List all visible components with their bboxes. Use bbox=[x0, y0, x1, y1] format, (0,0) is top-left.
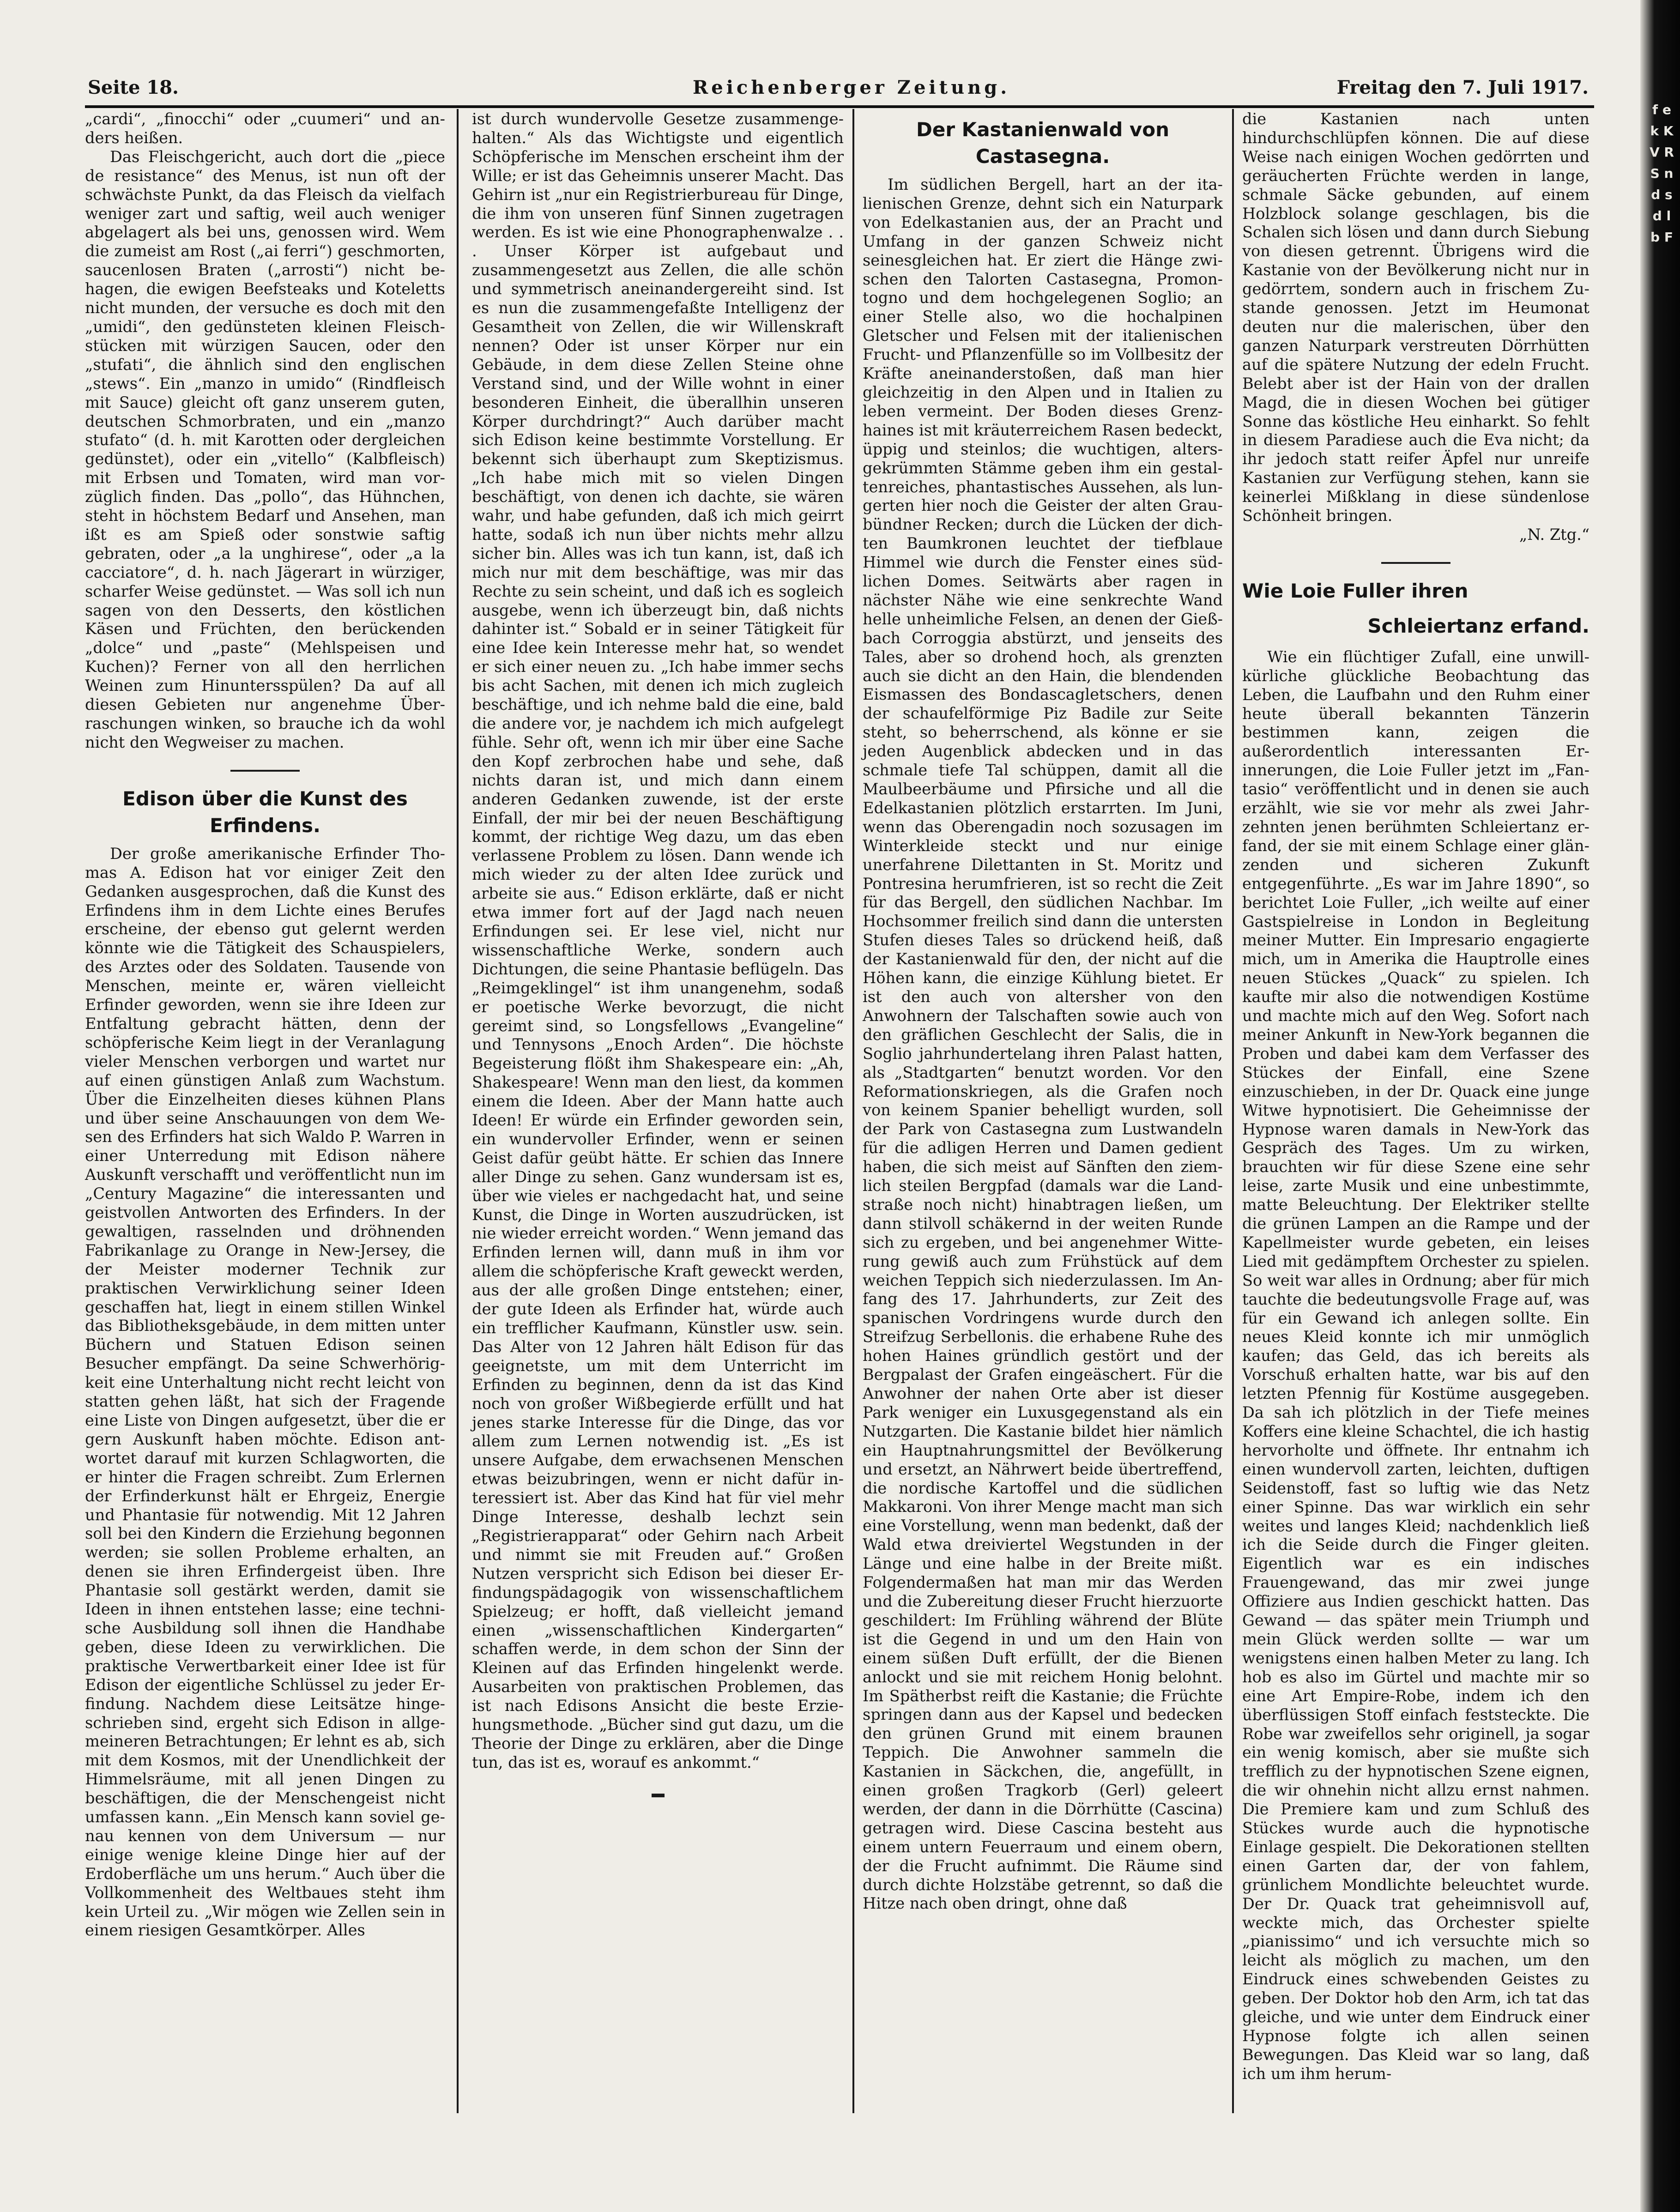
masthead bbox=[88, 77, 1589, 109]
column-3 bbox=[863, 110, 1223, 2068]
column-rule bbox=[852, 109, 854, 2113]
article-paragraph: Im südlichen Bergell, hart an der italienischen Grenze, dehnt sich ein Naturpark von Edelkastanien aus, der an Pracht und Umfang in der ganzen Schweiz nicht seinesgleichen hat. Er ziert die Hänge zwischen den Talorten Castasegna, Promontogno und dem hochgelegenen Soglio; an einer Stelle also, wo die hochalpinen Gletscher und Felsen mit der italienischen Frucht- und Pflanzenfülle so im Vollbesitz der Kräfte aneinanderstoßen, daß man hier gleichzeitig in den Alpen und in Italien zu leben vermeint. Der Boden dieses Grenzhaines ist mit kräuterreichem Rasen bedeckt, üppig und steinlos; die wuchtigen, altersgekrümmten Stämme geben ihm ein gestaltenreiches, phantastisches Aussehen, als lungerten hier noch die Geister der alten Graubündner Recken; durch die Lücken der dichten Baumkronen leuchtet der tiefblaue Himmel wie durch die Fenster eines südlichen Domes. Seitwärts aber ragen in nächster Nähe wie eine senkrechte Wand helle unheimliche Felsen, an denen der Gießbach Corroggia abstürzt, und jenseits des Tales, aber so drohend hoch, als grenzten auch sie dicht an den Hain, die blendenden Eismassen des Bondascagletschers, denen der schaufelförmige Piz Badile zur Seite steht, so beherrschend, als könne er sie jeden Augenblick abdecken und in das schmale tiefe Tal schüppen, damit all die Maulbeerbäume und Pfirsiche und all die Edelkastanien plötzlich erstarrten. Im Juni, wenn das Oberengadin noch sozusagen im Winterkleide steckt und nur einige unerfahrene Dilettanten in St. Moritz und Pontresina herumfrieren, ist so recht die Zeit für das Bergell, den südlichen Nachbar. Im Hochsommer freilich sind dann die untersten Stufen dieses Tales so drückend heiß, daß der Kastanienwald für den, der nicht auf die Höhen kann, die einzige Kühlung bietet. Er ist den auch von altersher von den Anwohnern der Talschaften sowie auch von den gräflichen Geschlecht der Salis, die in Soglio jahrhundertelang ihren Palast hatten, als „Stadtgarten“ benutzt worden. Vor den Reformationskriegen, als die Grafen noch von keinem Spanier behelligt wurden, soll der Park von Castasegna zum Lustwandeln für die adligen Herren und Damen gedient haben, die sich meist auf Sänften den ziemlich steilen Bergpfad (damals war die Landstraße noch nicht) hinabtragen ließen, um dann stilvoll schäkernd in der weiten Runde sich zu ergeben, und bei angenehmer Witterung gewiß auch zum Frühstück auf dem weichen Teppich sich niederzulassen. Im Anfang des 17. Jahrhunderts, zur Zeit des spanischen Vordringens wurde durch den Streifzug Serbellonis. die erhabene Ruhe des hohen Haines gründlich gestört und der Bergpalast der Grafen eingeäschert. Für die Anwohner der nahen Orte aber ist dieser Park weniger ein Luxusgegenstand als ein Nutzgarten. Die Kastanie bildet hier nämlich ein Hauptnahrungsmittel der Bevölkerung und ersetzt, an Nährwert beide übertreffend, die nordische Kartoffel und die südlichen Makkaroni. Von ihrer Menge macht man sich eine Vorstellung, wenn man bedenkt, daß der Wald etwa dreiviertel Wegstunden in der Länge und eine halbe in der Breite mißt. Folgendermaßen hat man mir das Werden und die Zubereitung dieser Frucht hierzuorte geschildert: Im Frühling während der Blüte ist die Gegend in und um den Hain von einem süßen Duft erfüllt, der die Bienen anlockt und sie mit reichem Honig belohnt. Im Spätherbst reift die Kastanie; die Früchte springen dann aus der Kapsel und bedecken den grünen Grund mit einem braunen Teppich. Die Anwohner sammeln die Kastanien in Säckchen, die, angefüllt, in einen großen Tragkorb (Gerl) geleert werden, der dann in die Dörrhütte (Cascina) getragen wird. Diese Cascina besteht aus einem untern Feuerraum und einem obern, der die Frucht aufnimmt. Die Räume sind durch dichte Holzstäbe getrennt, so daß die Hitze nach oben dringt, ohne daß bbox=[863, 175, 1223, 1913]
column-rule bbox=[1232, 109, 1234, 2113]
article-heading: Edison über die Kunst des Erfindens. bbox=[122, 787, 408, 837]
article-heading: Schleiertanz erfand. bbox=[1367, 614, 1589, 637]
source-signature: „N. Ztg.“ bbox=[1519, 525, 1589, 544]
article-paragraph: ist durch wundervolle Gesetze zusammengehalten.“ Als das Wichtigste und eigentlich Schöpferische im Menschen erscheint ihm der Wille; er ist das Geheimnis unserer Macht. Das Gehirn ist „nur ein Registrierbureau für Dinge, die ihm von unseren fünf Sinnen zugetragen werden. Es ist wie eine Phonographenwalze . . . Unser Körper ist aufgebaut und zusammengesetzt aus Zellen, die alle schön und symmetrisch aneinandergereiht sind. Ist es nun die zusammengefaßte Intelligenz der Gesamtheit von Zellen, die wir Willenskraft nennen? Oder ist unser Körper nur ein Gebäude, in dem diese Zellen Steine ohne Verstand sind, und der Wille wohnt in einer besonderen Einheit, die überallhin unseren Körper durchdringt?“ Auch darüber macht sich Edison keine bestimmte Vorstellung. Er bekennt sich überhaupt zum Skeptizismus. „Ich habe mich mit so vielen Dingen beschäftigt, von denen ich dachte, sie wären wahr, und habe gefunden, daß ich mich geirrt hatte, sodaß ich nun über nichts mehr allzu sicher bin. Alles was ich tun kann, ist, daß ich mich nur mit dem beschäftige, was mir das Rechte zu sein scheint, und daß ich es sogleich ausgebe, wenn ich überzeugt bin, daß nichts dahinter ist.“ Sobald er in seiner Tätigkeit für eine Idee kein Interesse mehr hat, so wendet er sich einer neuen zu. „Ich habe immer sechs bis acht Sachen, mit denen ich mich zugleich beschäftige, und ich nehme bald die eine, bald die andere vor, je nachdem ich mich aufgelegt fühle. Sehr oft, wenn ich mir über eine Sache den Kopf zerbrochen habe und sehe, daß nichts daran ist, und mich dann einem anderen Gedanken zuwende, ist der erste Einfall, der mir bei der neuen Beschäftigung kommt, der richtige Weg dazu, um das eben verlassene Problem zu lösen. Dann wende ich mich wieder zu der alten Idee zurück und arbeite sie aus.“ Edison erklärte, daß er nicht etwa immer fort auf der Jagd nach neuen Erfindungen sei. Er lese viel, nicht nur wissenschaftliche Werke, sondern auch Dichtungen, die seine Phantasie beflügeln. Das „Reimgeklingel“ ist ihm unangenehm, sodaß er poetische Werke bevorzugt, die nicht gereimt sind, so Longsfellows „Evangeline“ und Tennysons „Enoch Arden“. Die höchste Begeisterung flößt ihm Shakespeare ein: „Ah, Shakespeare! Wenn man den liest, da kommen einem die Ideen. Aber der Mann hatte auch Ideen! Er würde ein Erfinder geworden sein, ein wundervoller Erfinder, wenn er seinen Geist dafür geübt hätte. Er schien das Innere aller Dinge zu sehen. Ganz wundersam ist es, über wie vieles er nachgedacht hat, und seine Kunst, die Dinge in Worten auszudrücken, ist nie wieder erreicht worden.“ Wenn jemand das Erfinden lernen will, dann muß in ihm vor allem die schöpferische Kraft geweckt werden, aus der alle großen Dinge entstehen; einer, der gute Ideen als Erfinder hat, würde auch ein trefflicher Kaufmann, Künstler usw. sein. Das Alter von 12 Jahren hält Edison für das geeignetste, um mit dem Unterricht im Erfinden zu beginnen, denn da ist das Kind noch von großer Wißbegierde erfüllt und hat jenes starke Interesse für die Dinge, das vor allem zum Lernen notwendig ist. „Es ist unsere Aufgabe, dem erwachsenen Menschen etwas beizubringen, wenn er nicht dafür interessiert ist. Aber das Kind hat für viel mehr Dinge Interesse, deshalb lechzt sein „Registrierapparat“ oder Gehirn nach Arbeit und nimmt sie mit Freuden auf.“ Großen Nutzen verspricht sich Edison bei dieser Erfindungspädagogik von wissenschaftlichem Spielzeug; er hofft, daß vielleicht jemand einen „wissenschaftlichen Kindergarten“ schaffen werde, in dem schon der Sinn der Kleinen auf das Erfinden hingelenkt werde. Ausarbeiten von praktischen Problemen, das ist nach Edisons Ansicht die beste Erziehungsmethode. „Bücher sind gut dazu, um die Theorie der Dinge zu erklären, aber die Dinge tun, das ist es, worauf es ankommt.“ bbox=[472, 110, 844, 1771]
article-paragraph: Der große amerikanische Erfinder Thomas A. Edison hat vor einiger Zeit den Gedanken ausgesprochen, daß die Kunst des Erfindens ihm in dem Lichte eines Berufes erscheine, der ebenso gut gelernt werden könnte wie die Tätigkeit des Schauspielers, des Arztes oder des Soldaten. Tausende von Menschen, meinte er, wären vielleicht Erfinder geworden, wenn sie ihre Ideen zur Entfaltung gebracht hätten, denn der schöpferische Keim liegt in der Veranlagung vieler Menschen verborgen und wartet nur auf einen günstigen Anlaß zum Wachstum. Über die Einzelheiten dieses kühnen Plans und über seine Anschauungen von dem Wesen des Erfinders hat sich Waldo P. Warren in einer Unterredung mit Edison nähere Auskunft verschafft und veröffentlicht nun im „Century Magazine“ die interessanten und geistvollen Antworten des Erfinders. In der gewaltigen, rasselnden und dröhnenden Fabrikanlage zu Orange in New-Jersey, die der Meister moderner Technik zur praktischen Verwirklichung seiner Ideen geschaffen hat, liegt in einem stillen Winkel das Bibliotheksgebäude, in dem mitten unter Büchern und Statuen Edison seinen Besucher empfängt. Da seine Schwerhörigkeit eine Unterhaltung nicht recht leicht von statten gehen läßt, hat sich der Fragende eine Liste von Dingen aufgesetzt, über die er gern Auskunft haben möchte. Edison antwortet darauf mit kurzen Schlagworten, die er hinter die Fragen schreibt. Zum Erlernen der Erfinderkunst hält er Ehrgeiz, Energie und Phantasie für notwendig. Mit 12 Jahren soll bei den Kindern die Erziehung begonnen werden; sie sollen Probleme erhalten, an denen sie ihren Erfindergeist üben. Ihre Phantasie soll gestärkt werden, damit sie Ideen in ihnen entstehen lasse; eine technische Ausbildung soll ihnen die Handhabe geben, diese Ideen zu verwirklichen. Die praktische Verwertbarkeit einer Idee ist für Edison der eigentliche Schlüssel zu jeder Erfindung. Nachdem diese Leitsätze hingeschrieben sind, ergeht sich Edison in allgemeineren Betrachtungen; Er lehnt es ab, sich mit dem Kosmos, mit der Unendlichkeit der Himmelsräume, mit all jenen Dingen zu beschäftigen, die der Menschengeist nicht umfassen kann. „Ein Mensch kann soviel genau kennen von dem Universum — nur einige wenige kleine Dinge hier auf der Erdoberfläche um uns herum.“ Auch über die Vollkommenheit des Weltbaues steht ihm kein Urteil zu. „Wir mögen wie Zellen sein in einem riesigen Gesamtkörper. Alles bbox=[85, 844, 445, 1940]
article-heading: Wie Loie Fuller ihren bbox=[1242, 579, 1468, 602]
article-paragraph: die Kastanien nach unten hindurchschlüpfen können. Die auf diese Weise nach einigen Wochen gedörrten und geräucherten Früchte werden in lange, schmale Säcke gebunden, auf einem Holzblock solange geschlagen, bis die Schalen sich lösen und dann durch Siebung von diesen getrennt. Übrigens wird die Kastanie von der Bevölkerung nicht nur in gedörrtem, sondern auch in frischem Zustande genossen. Jetzt im Heumonat deuten nur die malerischen, über den ganzen Naturpark verstreuten Dörrhütten auf die spätere Nutzung der edeln Frucht. Belebt aber ist der Hain von der drallen Magd, die in diesen Wochen bei gütiger Sonne das köstliche Heu einharkt. So fehlt in diesem Paradiese auch die Eva nicht; da ihr jedoch statt reifer Äpfel nur unreife Kastanien zur Verfügung stehen, kann sie keinerlei Mißklang in diese sündenlose Schönheit bringen. bbox=[1242, 110, 1589, 525]
article-end-mark bbox=[652, 1794, 665, 1797]
article-paragraph: „cardi“, „finocchi“ oder „cuumeri“ und anders heißen. bbox=[85, 110, 445, 147]
page-number: Seite 18. bbox=[88, 77, 179, 98]
article-paragraph: Wie ein flüchtiger Zufall, eine unwillkürliche glückliche Beobachtung das Leben, die Laufbahn und den Ruhm einer heute überall bekannten Tänzerin bestimmen kann, zeigen die außerordentlich interessanten Erinnerungen, die Loie Fuller jetzt im „Fantasio“ veröffentlicht und in denen sie auch erzählt, wie sie vor mehr als zwei Jahrzehnten jenen berühmten Schleiertanz erfand, der sie mit einem Schlage einer glänzenden und sicheren Zukunft entgegenführte. „Es war im Jahre 1890“, so berichtet Loie Fuller, „ich weilte auf einer Gastspielreise in London in Begleitung meiner Mutter. Ein Impresario engagierte mich, um in Amerika die Hauptrolle eines neuen Stückes „Quack“ zu spielen. Ich kaufte mir also die notwendigen Kostüme und machte mich auf den Weg. Sofort nach meiner Ankunft in New-York begannen die Proben und dabei kam dem Verfasser des Stückes der Einfall, eine Szene einzuschieben, in der Dr. Quack eine junge Witwe hypnotisiert. Die Geheimnisse der Hypnose waren damals in New-York das Gespräch des Tages. Um zu wirken, brauchten wir für diese Szene eine sehr leise, zarte Musik und eine unbestimmte, matte Beleuchtung. Der Elektriker stellte die grünen Lampen an die Rampe und der Kapellmeister wurde gebeten, ein leises Lied mit gedämpftem Orchester zu spielen. So weit war alles in Ordnung; aber für mich tauchte die bedeutungsvolle Frage auf, was für ein Gewand ich anlegen sollte. Ein neues Kleid konnte ich mir unmöglich kaufen; das Geld, das ich bereits als Vorschuß erhalten hatte, war bis auf den letzten Pfennig für Kostüme ausgegeben. Da sah ich plötzlich in der Tiefe meines Koffers eine kleine Schachtel, die ich hastig hervorholte und öffnete. Ihr entnahm ich einen wundervoll zarten, leichten, duftigen Seidenstoff, fast so luftig wie das Netz einer Spinne. Das war wirklich ein sehr weites und langes Kleid; nachdenklich ließ ich die Seide durch die Finger gleiten. Eigentlich war es ein indisches Frauengewand, das mir zwei junge Offiziere aus Indien geschickt hatten. Das Gewand — das später mein Triumph und mein Glück werden sollte — war um wenigstens einen halben Meter zu lang. Ich hob es also im Gürtel und machte mir so eine Art Empire-Robe, indem ich den überflüssigen Stoff einfach feststeckte. Die Robe war zweifellos sehr originell, ja sogar ein wenig komisch, aber sie mußte sich trefflich zu der hypnotischen Szene eignen, die wir ohnehin nicht allzu ernst nahmen. Die Premiere kam und zum Schluß des Stückes wurde auch die hypnotische Einlage gespielt. Die Dekorationen stellten einen Garten dar, der von fahlem, grünlichem Mondlichte beleuchtet wurde. Der Dr. Quack trat geheimnisvoll auf, weckte mich, das Orchester spielte „pianissimo“ und ich versuchte mich so leicht als möglich zu machen, um den Eindruck eines schwebenden Geistes zu geben. Der Doktor hob den Arm, ich tat das gleiche, und wie unter dem Eindruck einer Hypnose folgte ich allen seinen Bewegungen. Das Kleid war so lang, daß ich um ihm herum- bbox=[1242, 647, 1589, 2083]
scan-dark-edge bbox=[1640, 0, 1680, 2212]
adjacent-page-fragment: f e k K V R S n d s d l b F bbox=[1650, 102, 1674, 245]
article-separator bbox=[1381, 562, 1450, 564]
column-1 bbox=[85, 110, 445, 2068]
article-paragraph: Das Fleischgericht, auch dort die „piece de resistance“ des Menus, ist nun oft der schwächste Punkt, da das Fleisch da vielfach weniger zart und saftig, weil auch weniger abgelagert als bei uns, genossen wird. Wem die zumeist am Rost („ai ferri“) geschmorten, saucenlosen Braten („arrosti“) nicht behagen, die ewigen Beefsteaks und Koteletts nicht munden, der versuche es doch mit den „umidi“, den gedünsteten kleinen Fleischstücken mit würzigen Saucen, oder den „stufati“, die ähnlich sind den englischen „stews“. Ein „manzo in umido“ (Rindfleisch mit Sauce) gleicht oft ganz unserem guten, deutschen Schmorbraten, und ein „manzo stufato“ (d. h. mit Karotten oder dergleichen gedünstet), oder ein „vitello“ (Kalbfleisch) mit Erbsen und Tomaten, wird man vorzüglich finden. Das „pollo“, das Hühnchen, steht in höchstem Bedarf und Ansehen, man ißt es am Spieß oder sonstwie saftig gebraten, oder „a la unghirese“, oder „a la cacciatore“, d. h. nach Jägerart in würziger, scharfer Weise gedünstet. — Was soll ich nun sagen von den Desserts, den köstlichen Käsen und Früchten, den berückenden „dolce“ und „paste“ (Mehlspeisen und Kuchen)? Ferner von all den herrlichen Weinen zum Hinuntersspülen? Da auf all diesen Gebieten nur angenehme Überraschungen winken, so brauche ich da wohl nicht den Wegweiser zu machen. bbox=[85, 147, 445, 751]
article-separator bbox=[230, 770, 300, 772]
column-4 bbox=[1242, 110, 1589, 2083]
column-rule bbox=[457, 109, 459, 2113]
issue-date: Freitag den 7. Juli 1917. bbox=[1336, 77, 1589, 98]
article-heading: Der Kastanienwald von Castasegna. bbox=[916, 118, 1170, 168]
column-2 bbox=[472, 110, 844, 2068]
masthead-rule bbox=[85, 105, 1594, 108]
newspaper-title: Reichenberger Zeitung. bbox=[693, 77, 1010, 98]
